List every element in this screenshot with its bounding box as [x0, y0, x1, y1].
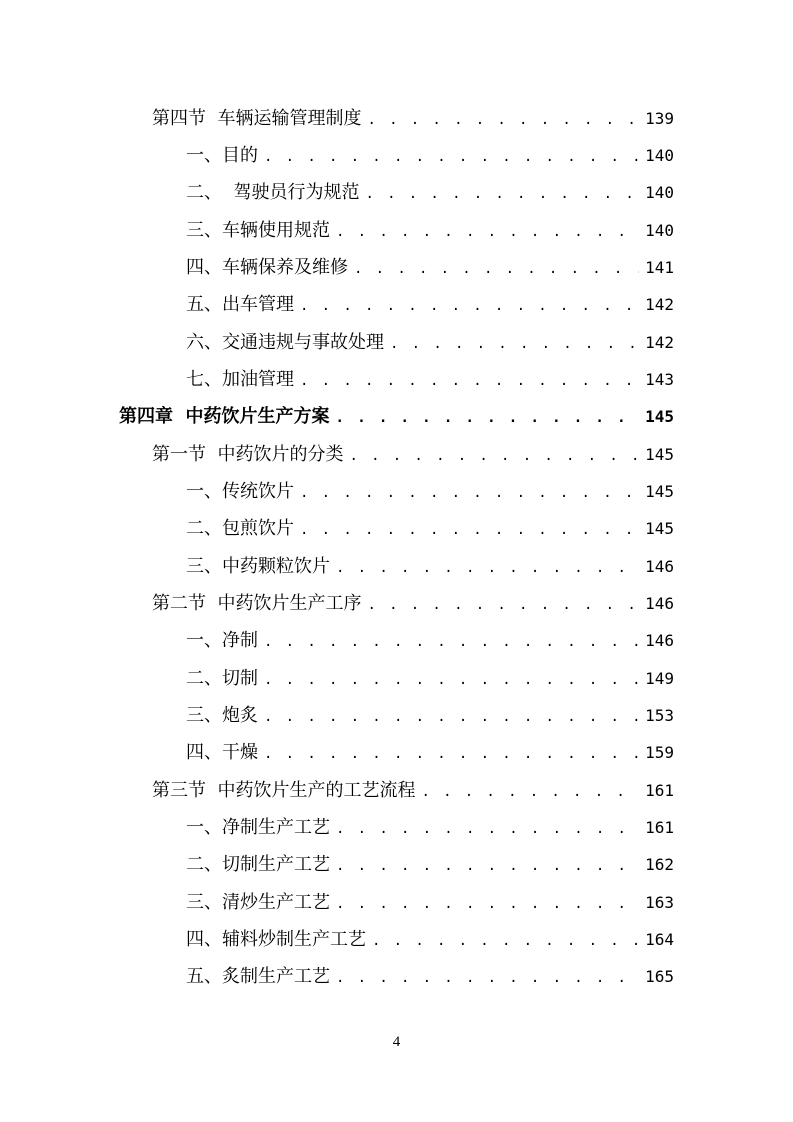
- toc-entry-page: 143: [645, 370, 674, 389]
- dot-leader: [336, 854, 639, 878]
- toc-entry[interactable]: [119, 405, 674, 429]
- toc-entry-title: 二、切制: [186, 668, 258, 689]
- toc-entry-title: 四、车辆保养及维修: [186, 257, 348, 278]
- toc-entry-page: 146: [645, 557, 674, 576]
- toc-entry-title: 五、炙制生产工艺: [186, 966, 330, 987]
- toc-entry-page: 145: [645, 482, 674, 501]
- toc-entry[interactable]: [186, 853, 674, 877]
- toc-entry[interactable]: [186, 667, 674, 691]
- dot-leader: [336, 220, 639, 244]
- toc-entry[interactable]: [186, 555, 674, 579]
- toc-entry[interactable]: [152, 592, 674, 616]
- toc-entry-page: 153: [645, 706, 674, 725]
- dot-leader: [300, 294, 639, 318]
- toc-entry-page: 145: [645, 519, 674, 538]
- toc-entry-title: 一、传统饮片: [186, 481, 294, 502]
- toc-entry[interactable]: [186, 331, 674, 355]
- toc-entry[interactable]: [186, 741, 674, 765]
- toc-entry-title: 三、中药颗粒饮片: [186, 556, 330, 577]
- toc-entry-title: 三、炮炙: [186, 705, 258, 726]
- toc-entry-page: 146: [645, 631, 674, 650]
- toc-entry-title: 七、加油管理: [186, 369, 294, 390]
- toc-entry[interactable]: [186, 219, 674, 243]
- toc-entry-page: 161: [645, 781, 674, 800]
- dot-leader: [300, 518, 639, 542]
- toc-entry-title: 一、净制生产工艺: [186, 817, 330, 838]
- dot-leader: [300, 369, 639, 393]
- toc-entry[interactable]: [186, 704, 674, 728]
- toc-entry-title: 第四章 中药饮片生产方案: [119, 406, 330, 427]
- toc-entry-page: 142: [645, 333, 674, 352]
- toc-entry-page: 140: [645, 221, 674, 240]
- toc-entry-title: 四、干燥: [186, 742, 258, 763]
- toc-entry-page: 145: [645, 407, 674, 426]
- toc-entry-page: 142: [645, 295, 674, 314]
- page-number: 4: [392, 1034, 401, 1050]
- toc-entry-title: 一、净制: [186, 630, 258, 651]
- toc-entry[interactable]: [186, 181, 674, 205]
- dot-leader: [365, 182, 639, 206]
- toc-entry[interactable]: [186, 256, 674, 280]
- dot-leader: [300, 481, 639, 505]
- dot-leader: [336, 406, 640, 430]
- toc-entry-page: 140: [645, 146, 674, 165]
- toc-entry-title: 六、交通违规与事故处理: [186, 332, 384, 353]
- toc-entry-title: 第四节 车辆运输管理制度: [152, 108, 362, 129]
- toc-entry[interactable]: [186, 368, 674, 392]
- toc-entry-title: 二、包煎饮片: [186, 518, 294, 539]
- toc-entry[interactable]: [152, 779, 674, 803]
- toc-entry[interactable]: [186, 480, 674, 504]
- toc-entry[interactable]: [186, 965, 674, 989]
- dot-leader: [421, 780, 639, 804]
- dot-leader: [336, 817, 639, 841]
- toc-entry-page: 149: [645, 669, 674, 688]
- dot-leader: [336, 966, 639, 990]
- toc-entry[interactable]: [186, 293, 674, 317]
- dot-leader: [336, 892, 639, 916]
- toc-entry-page: 139: [645, 109, 674, 128]
- toc-entry-page: 140: [645, 183, 674, 202]
- dot-leader: [264, 668, 639, 692]
- toc-entry-page: 145: [645, 445, 674, 464]
- toc-entry[interactable]: [152, 107, 674, 131]
- toc-entry-page: 161: [645, 818, 674, 837]
- toc-entry[interactable]: [152, 443, 674, 467]
- toc-entry-page: 162: [645, 855, 674, 874]
- dot-leader: [349, 444, 639, 468]
- toc-entry[interactable]: [186, 629, 674, 653]
- dot-leader: [264, 742, 639, 766]
- toc-entry-page: 165: [645, 967, 674, 986]
- toc-entry[interactable]: [186, 928, 674, 952]
- toc-entry-title: 三、车辆使用规范: [186, 220, 330, 241]
- toc-entry[interactable]: [186, 891, 674, 915]
- toc-entry-title: 第一节 中药饮片的分类: [152, 444, 344, 465]
- toc-entry-title: 第二节 中药饮片生产工序: [152, 593, 362, 614]
- toc-entry-page: 141: [645, 258, 674, 277]
- toc-entry-title: 二、切制生产工艺: [186, 854, 330, 875]
- toc-entry-title: 四、辅料炒制生产工艺: [186, 929, 366, 950]
- toc-entry-title: 三、清炒生产工艺: [186, 892, 330, 913]
- dot-leader: [372, 929, 639, 953]
- dot-leader: [264, 630, 639, 654]
- dot-leader: [367, 593, 639, 617]
- dot-leader: [264, 145, 639, 169]
- toc-entry[interactable]: [186, 816, 674, 840]
- toc-entry-title: 二、 驾驶员行为规范: [186, 182, 360, 203]
- toc-entry-page: 164: [645, 930, 674, 949]
- dot-leader: [264, 705, 639, 729]
- toc-entry-page: 163: [645, 893, 674, 912]
- toc-entry[interactable]: [186, 144, 674, 168]
- toc-entry[interactable]: [186, 517, 674, 541]
- toc-entry-page: 146: [645, 594, 674, 613]
- toc-entry-title: 第三节 中药饮片生产的工艺流程: [152, 780, 416, 801]
- dot-leader: [390, 332, 639, 356]
- toc-entry-title: 五、出车管理: [186, 294, 294, 315]
- dot-leader: [336, 556, 639, 580]
- dot-leader: [367, 108, 639, 132]
- dot-leader: [354, 257, 639, 281]
- toc-entry-page: 159: [645, 743, 674, 762]
- toc-entry-title: 一、目的: [186, 145, 258, 166]
